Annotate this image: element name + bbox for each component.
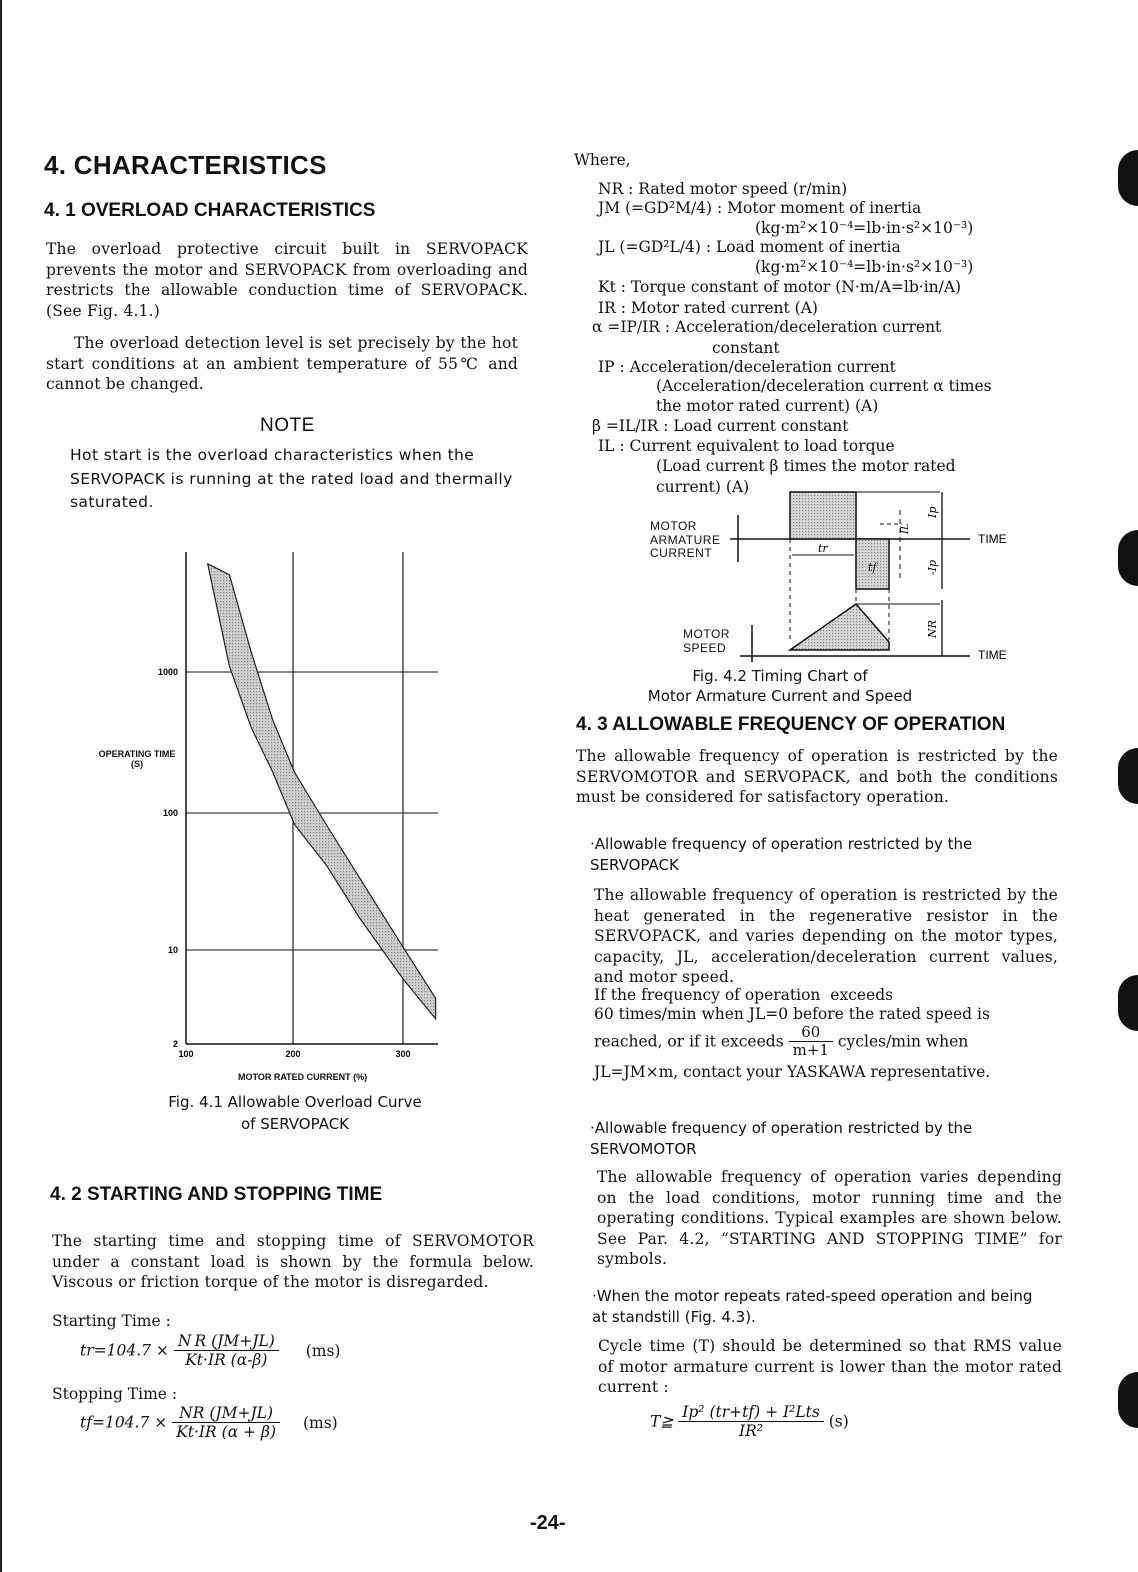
servopack-fraction-den: m+1 [792,1041,829,1059]
definition-row: Kt : Torque constant of motor (N·m/A=lb·in/A) [598,278,962,296]
formula-rms [650,1403,849,1440]
binder-hole [1118,1372,1138,1428]
bullet-servopack-title: ·Allowable frequency of operation restricted by the SERVOPACK [590,835,973,874]
page-number: -24- [530,1512,566,1534]
paragraph-frequency: The allowable frequency of operation is restricted by the SERVOMOTOR and SERVOPACK, and both the conditions must be considered for satisfactory operation. [576,747,1058,806]
servopack-line-4: JL=JM×m, contact your YASKAWA representative. [594,1063,991,1081]
fig-4-1-caption-1: Fig. 4.1 Allowable Overload Curve [168,1093,422,1111]
formula-tf-lhs: tf=104.7 × [80,1413,168,1432]
note-text: Hot start is the overload characteristics when the SERVOPACK is running at the rated load and thermally saturated. [70,446,513,511]
note-title: NOTE [260,415,315,436]
paragraph-servopack: The allowable frequency of operation is restricted by the heat generated in the regenerative resistor in the SERVOPACK, and varies depending on the motor types, capacity, JL, acceleration/deceleration current values, and motor speed. [594,886,1058,986]
paragraph-overload-2: The overload detection level is set precisely by the hot start conditions at an ambient temperature of 55℃ and cannot be changed. [46,334,518,393]
tr-label: tr [818,542,828,555]
servopack-line-3b: cycles/min when [837,1032,969,1051]
motor-current-label [650,520,720,561]
formula-tf-denominator: Kt·IR (α + β) [176,1423,277,1441]
heading-4-3: 4. 3 ALLOWABLE FREQUENCY OF OPERATION [576,714,1006,735]
formula-tr-denominator: Kt·IR (α-β) [185,1351,268,1369]
definition-row: (kg·m²×10⁻⁴=lb·in·s²×10⁻³) [755,219,974,237]
acceleration-current-pulse [790,492,856,539]
motor-speed-label-1: MOTOR [683,627,730,641]
definition-row: the motor rated current) (A) [656,397,879,415]
definition-row: β =IL/IR : Load current constant [592,417,849,435]
bullet-servomotor-title: ·Allowable frequency of operation restricted by the SERVOMOTOR [590,1119,973,1158]
fig-4-2-caption-1: Fig. 4.2 Timing Chart of [692,667,868,685]
formula-tr-numerator: N R (JM+JL) [174,1332,279,1351]
x-tick-label: 200 [285,1049,301,1059]
formula-rms-denominator: IR² [739,1422,764,1440]
definition-row: IP : Acceleration/deceleration current [598,358,896,376]
heading-4-2: 4. 2 STARTING AND STOPPING TIME [50,1184,383,1205]
page-edge-line [0,0,2,1572]
servopack-fraction [789,1024,833,1059]
motor-current-label-2: ARMATURE [650,532,721,547]
y-tick-label: 2 [172,1039,178,1049]
definition-row: IR : Motor rated current (A) [598,299,818,317]
section-title: 4. CHARACTERISTICS [44,150,327,180]
servopack-line-1: If the frequency of operation exceeds [594,986,894,1004]
starting-time-label: Starting Time : [52,1312,171,1330]
x-tick-label: 100 [178,1049,194,1059]
servopack-line-2: 60 times/min when JL=0 before the rated speed is [594,1005,990,1023]
y-axis-label-text: OPERATING TIME (S) [98,749,176,769]
y-tick-label: 100 [162,808,178,818]
definition-row: NR : Rated motor speed (r/min) [598,180,848,198]
formula-rms-unit: (s) [828,1412,849,1431]
y-tick-label: 10 [167,945,178,955]
motor-speed-label [683,628,730,655]
formula-tf-fraction [172,1404,280,1441]
definition-row: (Load current β times the motor rated [656,457,956,475]
definition-row: α =IP/IR : Acceleration/deceleration current [592,318,942,336]
paragraph-overload-1: The overload protective circuit built in SERVOPACK prevents the motor and SERVOPACK from overloading and restricts the allowable conduction time of SERVOPACK. (See Fig. 4.1.) [46,240,528,320]
binder-hole [1118,150,1138,206]
paragraph-cycle-time: Cycle time (T) should be determined so that RMS value of motor armature current is lower than the motor rated current : [598,1337,1062,1396]
time-label-current: TIME [978,532,1007,546]
formula-tf-unit: (ms) [302,1413,338,1432]
overload-chart [100,550,450,1090]
definition-row: IL : Current equivalent to load torque [598,437,895,455]
paragraph-servomotor: The allowable frequency of operation varies depending on the load conditions, motor running time and the operating conditions. Typical examples are shown below. See Par. 4.2, “STARTING AND STOPPING TIME” for symbols. [597,1168,1062,1268]
stopping-time-label: Stopping Time : [52,1385,178,1403]
x-axis-label: MOTOR RATED CURRENT (%) [238,1072,368,1082]
x-tick-label: 300 [395,1049,411,1059]
heading-4-1: 4. 1 OVERLOAD CHARACTERISTICS [44,200,376,221]
servopack-line-3 [594,1024,968,1059]
time-label-speed: TIME [978,648,1007,662]
formula-rms-fraction [678,1403,824,1440]
speed-profile [790,604,889,650]
servopack-fraction-num: 60 [789,1024,833,1042]
motor-current-label-1: MOTOR [650,519,697,533]
fig-4-2-caption-2: Motor Armature Current and Speed [647,687,913,705]
definition-row: (Acceleration/deceleration current α times [656,377,992,395]
y-tick-label: 1000 [157,667,178,677]
formula-rms-numerator: Ip² (tr+tf) + I²Lts [678,1403,824,1422]
fig-4-1-caption-2: of SERVOPACK [240,1115,350,1133]
motor-speed-label-2: SPEED [683,640,727,655]
definition-row: constant [712,339,780,357]
paragraph-starting-stopping: The starting time and stopping time of SERVOMOTOR under a constant load is shown by the formula below. Viscous or friction torque of the motor is disregarded. [52,1232,534,1291]
il-label: IL [900,523,911,534]
binder-hole [1118,530,1138,586]
formula-tr [80,1332,340,1369]
where-label: Where, [574,151,631,169]
binder-hole [1118,975,1138,1031]
formula-tr-fraction [174,1332,279,1369]
neg-ip-label: -Ip [926,559,939,575]
ip-label: Ip [926,506,939,518]
bullet-rated-speed-title: ·When the motor repeats rated-speed operation and being at standstill (Fig. 4.3). [592,1287,1033,1326]
definition-row: (kg·m²×10⁻⁴=lb·in·s²×10⁻³) [755,258,974,276]
servopack-line-3a: reached, or if it exceeds [594,1032,784,1051]
y-axis-label [98,749,176,769]
binder-hole [1118,748,1138,804]
motor-current-label-3: CURRENT [650,546,713,560]
formula-tr-unit: (ms) [305,1341,341,1360]
nr-label: NR [926,620,939,638]
formula-tr-lhs: tr=104.7 × [80,1341,169,1360]
formula-tf [80,1404,338,1441]
tf-label: tf [868,561,877,574]
formula-tf-numerator: NR (JM+JL) [172,1404,280,1423]
formula-rms-lhs: T≧ [650,1412,674,1431]
definition-row: JM (=GD²M/4) : Motor moment of inertia [598,199,922,217]
definition-row: current) (A) [656,478,750,496]
definition-row: JL (=GD²L/4) : Load moment of inertia [598,238,901,256]
